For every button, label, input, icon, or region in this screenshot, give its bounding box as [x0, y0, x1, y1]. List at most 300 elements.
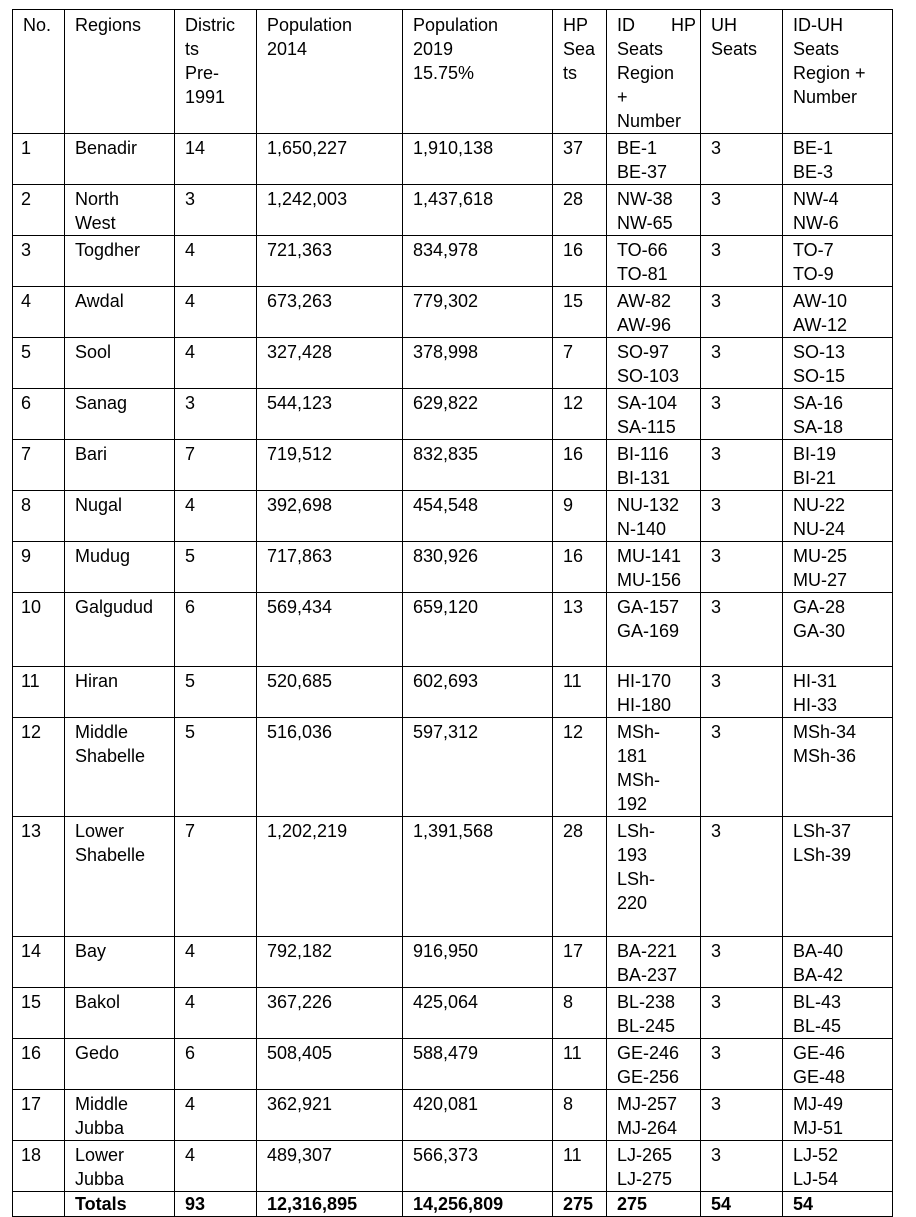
cell-uh-seats: 3	[701, 185, 783, 236]
header-districts	[175, 10, 257, 134]
cell-districts: 3	[175, 185, 257, 236]
cell-region	[65, 718, 175, 817]
cell-id-hp-line: NW-38	[617, 189, 673, 209]
cell-uh-seats: 3	[701, 491, 783, 542]
cell-uh-seats: 3	[701, 593, 783, 667]
totals-hp-seats: 275	[553, 1192, 607, 1217]
cell-id-uh	[783, 134, 893, 185]
cell-id-uh	[783, 1090, 893, 1141]
cell-id-hp-line: GE-256	[617, 1067, 680, 1087]
cell-id-uh-line: LJ-52	[793, 1145, 839, 1165]
cell-districts: 6	[175, 1039, 257, 1090]
cell-id-uh-line: AW-10	[793, 291, 848, 311]
cell-no: 10	[13, 593, 65, 667]
cell-pop2019: 916,950	[403, 937, 553, 988]
cell-region	[65, 338, 175, 389]
cell-pop2019: 378,998	[403, 338, 553, 389]
cell-no: 3	[13, 236, 65, 287]
cell-id-hp-line: MU-156	[617, 570, 682, 590]
cell-region	[65, 287, 175, 338]
header-line: Seats	[617, 39, 664, 59]
cell-id-hp	[607, 440, 701, 491]
table-row	[13, 440, 893, 491]
cell-id-uh	[783, 937, 893, 988]
table-row	[13, 287, 893, 338]
cell-region-line: Bay	[75, 941, 107, 961]
cell-id-uh-line: MU-27	[793, 570, 848, 590]
cell-no: 18	[13, 1141, 65, 1192]
cell-id-uh	[783, 988, 893, 1039]
cell-hp-seats: 17	[553, 937, 607, 988]
cell-pop2014: 392,698	[257, 491, 403, 542]
cell-region	[65, 817, 175, 937]
cell-id-uh	[783, 593, 893, 667]
cell-pop2014: 327,428	[257, 338, 403, 389]
cell-pop2014: 673,263	[257, 287, 403, 338]
totals-districts: 93	[175, 1192, 257, 1217]
cell-id-hp	[607, 1090, 701, 1141]
cell-id-uh-line: NW-4	[793, 189, 839, 209]
header-line: 1991	[185, 87, 226, 107]
cell-hp-seats: 12	[553, 718, 607, 817]
cell-hp-seats: 16	[553, 440, 607, 491]
cell-id-hp-line: HI-170	[617, 671, 672, 691]
cell-pop2014: 516,036	[257, 718, 403, 817]
cell-pop2014: 489,307	[257, 1141, 403, 1192]
cell-id-hp-line: MU-141	[617, 546, 682, 566]
totals-label: Totals	[65, 1192, 175, 1217]
cell-region-line: Awdal	[75, 291, 124, 311]
cell-pop2019: 830,926	[403, 542, 553, 593]
cell-id-uh-line: MSh-36	[793, 746, 857, 766]
cell-region	[65, 134, 175, 185]
cell-id-hp-line: SO-97	[617, 342, 670, 362]
cell-id-uh-line: SA-16	[793, 393, 844, 413]
cell-id-hp	[607, 817, 701, 937]
cell-no: 16	[13, 1039, 65, 1090]
cell-pop2014: 362,921	[257, 1090, 403, 1141]
cell-pop2019: 1,437,618	[403, 185, 553, 236]
header-line: Seats	[793, 39, 840, 59]
table-row	[13, 937, 893, 988]
cell-uh-seats: 3	[701, 988, 783, 1039]
header-row	[13, 10, 893, 134]
cell-region	[65, 491, 175, 542]
cell-uh-seats: 3	[701, 667, 783, 718]
cell-region-line: Lower	[75, 1145, 125, 1165]
cell-region-line: Galgudud	[75, 597, 154, 617]
cell-region-line: Nugal	[75, 495, 123, 515]
cell-uh-seats: 3	[701, 134, 783, 185]
cell-pop2019: 425,064	[403, 988, 553, 1039]
cell-id-hp-line: GE-246	[617, 1043, 680, 1063]
cell-id-uh-line: SO-15	[793, 366, 846, 386]
header-line: UH	[711, 15, 737, 35]
cell-pop2014: 367,226	[257, 988, 403, 1039]
cell-no: 5	[13, 338, 65, 389]
cell-pop2019: 566,373	[403, 1141, 553, 1192]
cell-id-hp-line: LJ-265	[617, 1145, 673, 1165]
cell-districts: 4	[175, 338, 257, 389]
cell-pop2019: 659,120	[403, 593, 553, 667]
cell-no: 17	[13, 1090, 65, 1141]
cell-hp-seats: 16	[553, 542, 607, 593]
cell-id-uh-line: TO-9	[793, 264, 834, 284]
cell-uh-seats: 3	[701, 338, 783, 389]
table-row	[13, 718, 893, 817]
cell-id-hp	[607, 937, 701, 988]
cell-id-uh-line: MU-25	[793, 546, 848, 566]
cell-region	[65, 1090, 175, 1141]
totals-no	[13, 1192, 65, 1217]
header-line: Regions	[75, 15, 142, 35]
cell-id-hp-line: MSh-	[617, 722, 661, 742]
cell-id-hp-line: BA-237	[617, 965, 678, 985]
header-line: +	[617, 87, 628, 107]
cell-id-uh	[783, 440, 893, 491]
cell-id-hp	[607, 1039, 701, 1090]
table-row	[13, 1090, 893, 1141]
header-line: ts	[185, 39, 200, 59]
cell-id-uh	[783, 667, 893, 718]
cell-region	[65, 185, 175, 236]
cell-id-hp-line: LSh-	[617, 821, 656, 841]
cell-pop2019: 597,312	[403, 718, 553, 817]
header-line: ID-UH	[793, 15, 843, 35]
header-line: ts	[563, 63, 578, 83]
cell-hp-seats: 16	[553, 236, 607, 287]
header-line: No.	[23, 15, 52, 35]
cell-id-uh-line: NW-6	[793, 213, 839, 233]
cell-id-uh	[783, 491, 893, 542]
header-line: HP	[563, 15, 589, 35]
header-id-uh	[783, 10, 893, 134]
cell-pop2014: 1,202,219	[257, 817, 403, 937]
cell-region-line: North	[75, 189, 120, 209]
cell-region-line: Middle	[75, 1094, 129, 1114]
cell-id-hp-line: LJ-275	[617, 1169, 673, 1189]
header-line: Region	[617, 63, 675, 83]
cell-pop2019: 834,978	[403, 236, 553, 287]
cell-id-hp-line: NW-65	[617, 213, 673, 233]
totals-pop2014: 12,316,895	[257, 1192, 403, 1217]
cell-hp-seats: 8	[553, 1090, 607, 1141]
seat-allocation-table	[12, 9, 893, 1217]
table-row	[13, 236, 893, 287]
cell-id-hp-line: 181	[617, 746, 648, 766]
cell-hp-seats: 15	[553, 287, 607, 338]
cell-id-hp	[607, 491, 701, 542]
cell-id-uh-line: GA-30	[793, 621, 846, 641]
cell-hp-seats: 11	[553, 1141, 607, 1192]
cell-pop2019: 588,479	[403, 1039, 553, 1090]
cell-id-hp-line: 220	[617, 893, 648, 913]
cell-region-line: Mudug	[75, 546, 131, 566]
cell-hp-seats: 37	[553, 134, 607, 185]
cell-id-hp-line: TO-81	[617, 264, 668, 284]
header-line: Sea	[563, 39, 596, 59]
cell-id-hp-line: BL-245	[617, 1016, 676, 1036]
header-uh-seats	[701, 10, 783, 134]
cell-id-uh	[783, 542, 893, 593]
cell-id-uh-line: BE-1	[793, 138, 834, 158]
cell-id-hp	[607, 338, 701, 389]
header-line: Population	[267, 15, 353, 35]
cell-id-uh-line: NU-22	[793, 495, 846, 515]
table-row	[13, 988, 893, 1039]
cell-region-line: Benadir	[75, 138, 138, 158]
cell-region-line: Sool	[75, 342, 112, 362]
cell-pop2014: 1,650,227	[257, 134, 403, 185]
cell-id-hp-line: BI-131	[617, 468, 671, 488]
cell-pop2019: 1,391,568	[403, 817, 553, 937]
header-id-hp	[607, 10, 701, 134]
cell-id-hp-line: MJ-257	[617, 1094, 678, 1114]
cell-id-hp-line: 192	[617, 794, 648, 814]
cell-pop2014: 508,405	[257, 1039, 403, 1090]
cell-region	[65, 1039, 175, 1090]
cell-id-uh-line: GE-46	[793, 1043, 846, 1063]
cell-id-uh	[783, 389, 893, 440]
cell-no: 8	[13, 491, 65, 542]
cell-id-hp	[607, 593, 701, 667]
cell-id-uh	[783, 817, 893, 937]
cell-id-uh-line: LJ-54	[793, 1169, 839, 1189]
cell-hp-seats: 13	[553, 593, 607, 667]
cell-id-hp-line: TO-66	[617, 240, 668, 260]
table-row	[13, 593, 893, 667]
cell-id-uh	[783, 1141, 893, 1192]
cell-id-uh-line: BL-45	[793, 1016, 842, 1036]
cell-id-hp-line: HI-180	[617, 695, 672, 715]
header-line: Pre-	[185, 63, 220, 83]
cell-region	[65, 1141, 175, 1192]
cell-uh-seats: 3	[701, 1039, 783, 1090]
header-pop2019	[403, 10, 553, 134]
cell-uh-seats: 3	[701, 937, 783, 988]
cell-pop2019: 832,835	[403, 440, 553, 491]
header-no	[13, 10, 65, 134]
cell-districts: 4	[175, 1141, 257, 1192]
header-line: 2019	[413, 39, 454, 59]
cell-region	[65, 593, 175, 667]
cell-region-line: Bakol	[75, 992, 121, 1012]
cell-id-hp	[607, 134, 701, 185]
cell-no: 2	[13, 185, 65, 236]
cell-id-hp-line: AW-96	[617, 315, 672, 335]
cell-no: 13	[13, 817, 65, 937]
cell-id-uh-line: MSh-34	[793, 722, 857, 742]
cell-id-hp-line: BE-1	[617, 138, 658, 158]
cell-districts: 4	[175, 236, 257, 287]
cell-id-uh	[783, 718, 893, 817]
cell-id-hp-line: MSh-	[617, 770, 661, 790]
cell-region	[65, 236, 175, 287]
cell-id-uh-line: BA-42	[793, 965, 844, 985]
cell-id-hp-line: LSh-	[617, 869, 656, 889]
cell-districts: 4	[175, 287, 257, 338]
cell-id-uh-line: SO-13	[793, 342, 846, 362]
table-row	[13, 491, 893, 542]
cell-id-uh-line: LSh-39	[793, 845, 852, 865]
cell-id-uh-line: BI-21	[793, 468, 837, 488]
cell-id-uh-line: AW-12	[793, 315, 848, 335]
cell-region-line: Gedo	[75, 1043, 120, 1063]
cell-pop2014: 719,512	[257, 440, 403, 491]
table-row	[13, 338, 893, 389]
cell-pop2019: 1,910,138	[403, 134, 553, 185]
cell-no: 14	[13, 937, 65, 988]
cell-districts: 4	[175, 937, 257, 988]
cell-no: 4	[13, 287, 65, 338]
table-row	[13, 1039, 893, 1090]
cell-no: 6	[13, 389, 65, 440]
cell-region	[65, 937, 175, 988]
cell-id-hp-line: SA-104	[617, 393, 678, 413]
header-line: Seats	[711, 39, 758, 59]
cell-uh-seats: 3	[701, 1090, 783, 1141]
cell-districts: 6	[175, 593, 257, 667]
cell-uh-seats: 3	[701, 718, 783, 817]
cell-uh-seats: 3	[701, 1141, 783, 1192]
cell-region-line: Sanag	[75, 393, 128, 413]
cell-id-hp	[607, 667, 701, 718]
cell-id-hp	[607, 988, 701, 1039]
cell-no: 9	[13, 542, 65, 593]
cell-id-uh-line: GA-28	[793, 597, 846, 617]
cell-id-hp-line: BA-221	[617, 941, 678, 961]
header-line: Population	[413, 15, 499, 35]
cell-id-uh	[783, 338, 893, 389]
cell-hp-seats: 7	[553, 338, 607, 389]
header-regions	[65, 10, 175, 134]
cell-id-hp-line: BL-238	[617, 992, 676, 1012]
cell-id-uh-line: BA-40	[793, 941, 844, 961]
cell-id-uh-line: MJ-51	[793, 1118, 844, 1138]
cell-uh-seats: 3	[701, 542, 783, 593]
cell-districts: 4	[175, 1090, 257, 1141]
cell-id-hp	[607, 1141, 701, 1192]
cell-id-hp-line: MJ-264	[617, 1118, 678, 1138]
cell-id-hp-line: 193	[617, 845, 648, 865]
cell-hp-seats: 9	[553, 491, 607, 542]
cell-id-hp-line: SA-115	[617, 417, 676, 437]
table-row	[13, 542, 893, 593]
cell-id-hp-line: BI-116	[617, 444, 669, 464]
totals-row	[13, 1192, 893, 1217]
table-row	[13, 667, 893, 718]
cell-id-uh-line: NU-24	[793, 519, 846, 539]
totals-uh-seats: 54	[701, 1192, 783, 1217]
cell-id-uh-line: TO-7	[793, 240, 834, 260]
cell-uh-seats: 3	[701, 389, 783, 440]
table-row	[13, 134, 893, 185]
header-line: Distric	[185, 15, 235, 35]
cell-id-hp	[607, 185, 701, 236]
cell-id-hp-line: NU-132	[617, 495, 680, 515]
cell-region-line: Hiran	[75, 671, 119, 691]
cell-pop2014: 544,123	[257, 389, 403, 440]
cell-region	[65, 389, 175, 440]
cell-uh-seats: 3	[701, 817, 783, 937]
cell-hp-seats: 28	[553, 817, 607, 937]
table-row	[13, 817, 893, 937]
cell-id-uh-line: SA-18	[793, 417, 844, 437]
cell-id-uh-line: HI-31	[793, 671, 838, 691]
cell-region-line: Jubba	[75, 1118, 125, 1138]
cell-districts: 3	[175, 389, 257, 440]
cell-id-hp	[607, 287, 701, 338]
table-row	[13, 389, 893, 440]
cell-pop2014: 569,434	[257, 593, 403, 667]
cell-pop2014: 721,363	[257, 236, 403, 287]
cell-id-uh-line: BL-43	[793, 992, 842, 1012]
cell-pop2019: 602,693	[403, 667, 553, 718]
cell-id-hp-line: GA-157	[617, 597, 680, 617]
cell-hp-seats: 8	[553, 988, 607, 1039]
cell-id-uh-line: HI-33	[793, 695, 838, 715]
header-line: Region +	[793, 63, 866, 83]
cell-pop2019: 779,302	[403, 287, 553, 338]
header-line: Number	[793, 87, 858, 107]
cell-pop2014: 520,685	[257, 667, 403, 718]
cell-districts: 4	[175, 491, 257, 542]
cell-id-hp-line: BE-37	[617, 162, 668, 182]
cell-id-uh-line: GE-48	[793, 1067, 846, 1087]
cell-uh-seats: 3	[701, 236, 783, 287]
cell-id-uh-line: LSh-37	[793, 821, 852, 841]
cell-pop2019: 420,081	[403, 1090, 553, 1141]
cell-id-uh-line: BI-19	[793, 444, 837, 464]
cell-hp-seats: 28	[553, 185, 607, 236]
cell-id-uh-line: BE-3	[793, 162, 834, 182]
cell-districts: 7	[175, 817, 257, 937]
header-line: Number	[617, 111, 682, 131]
table-row	[13, 1141, 893, 1192]
cell-region	[65, 667, 175, 718]
cell-districts: 14	[175, 134, 257, 185]
totals-id-hp: 275	[607, 1192, 701, 1217]
cell-region	[65, 542, 175, 593]
cell-region	[65, 988, 175, 1039]
cell-region-line: Togdher	[75, 240, 141, 260]
cell-id-hp-line: SO-103	[617, 366, 680, 386]
cell-id-hp-line: GA-169	[617, 621, 680, 641]
cell-region-line: Shabelle	[75, 746, 146, 766]
cell-uh-seats: 3	[701, 287, 783, 338]
cell-id-uh	[783, 185, 893, 236]
cell-id-hp-line: AW-82	[617, 291, 672, 311]
cell-region-line: West	[75, 213, 116, 233]
cell-pop2014: 717,863	[257, 542, 403, 593]
cell-no: 7	[13, 440, 65, 491]
cell-pop2019: 454,548	[403, 491, 553, 542]
totals-id-uh: 54	[783, 1192, 893, 1217]
cell-no: 1	[13, 134, 65, 185]
cell-hp-seats: 12	[553, 389, 607, 440]
table-row	[13, 185, 893, 236]
cell-id-hp	[607, 718, 701, 817]
cell-no: 11	[13, 667, 65, 718]
cell-id-hp	[607, 389, 701, 440]
cell-hp-seats: 11	[553, 667, 607, 718]
cell-id-uh	[783, 287, 893, 338]
header-line: 2014	[267, 39, 308, 59]
cell-region-line: Jubba	[75, 1169, 125, 1189]
header-line: 15.75%	[413, 63, 475, 83]
cell-region	[65, 440, 175, 491]
header-line: ID HP	[617, 15, 696, 35]
